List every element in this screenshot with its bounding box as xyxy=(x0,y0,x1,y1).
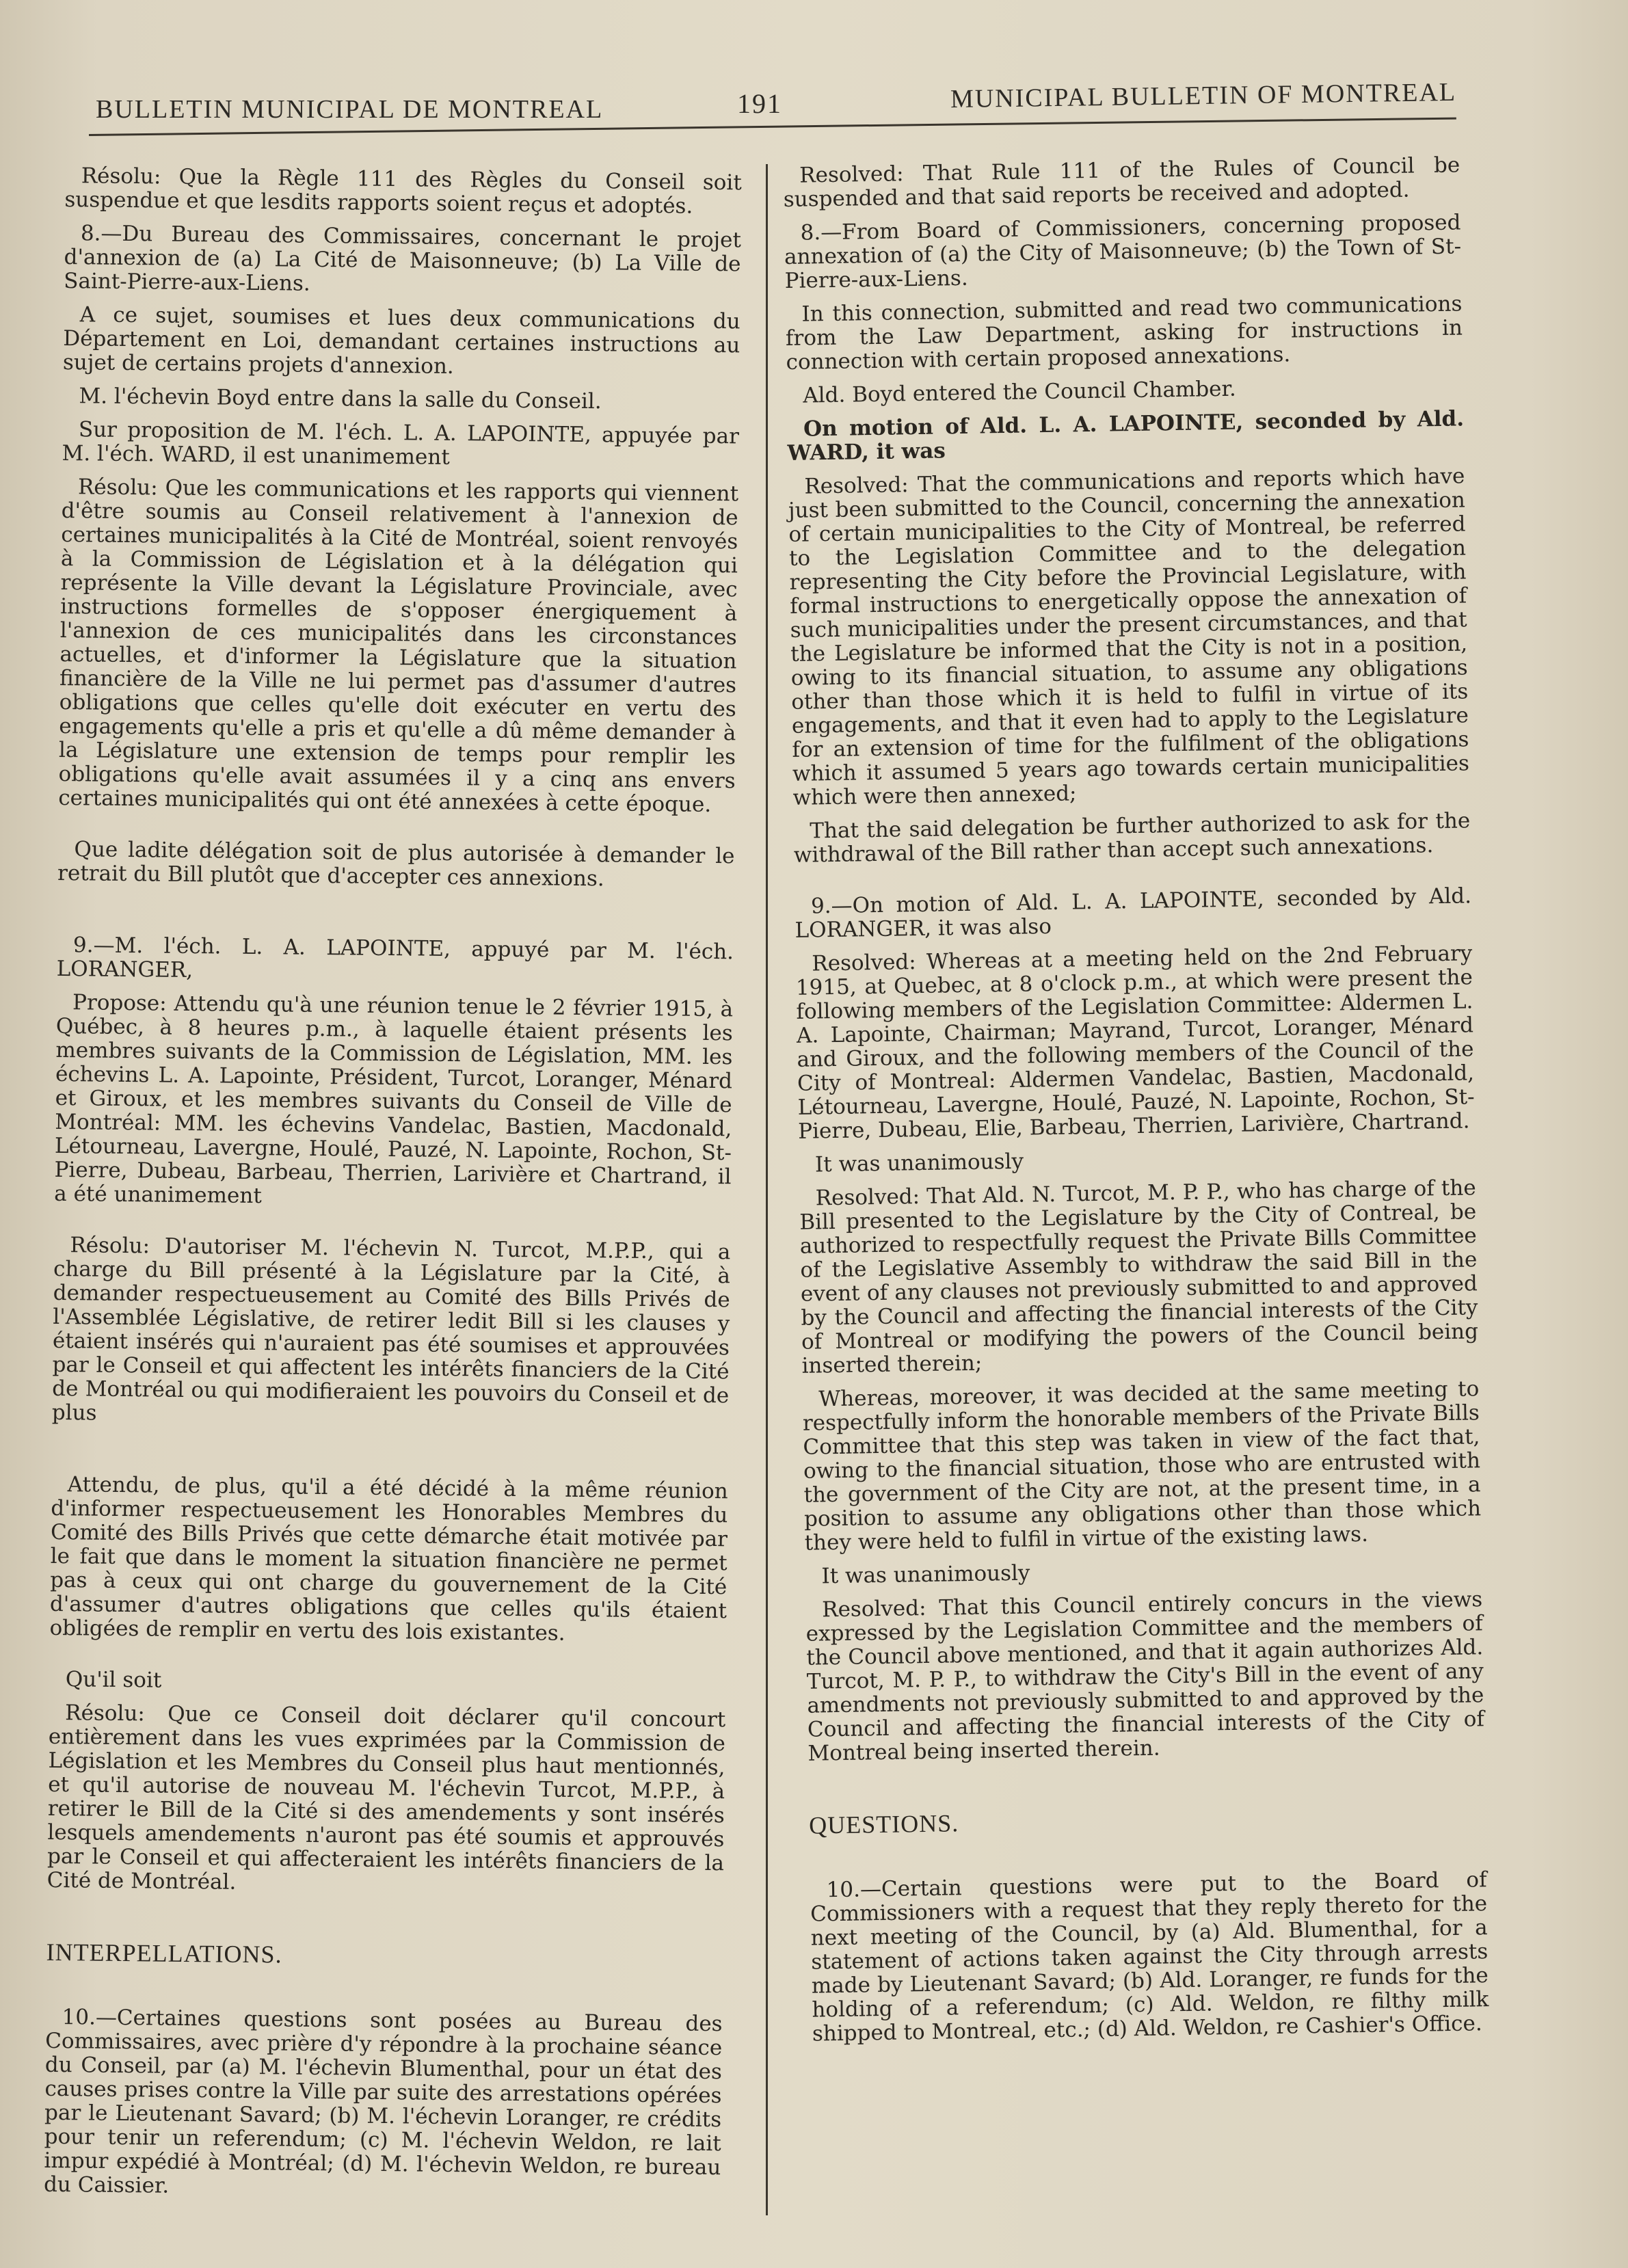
en-section-heading: QUESTIONS. xyxy=(808,1809,959,1839)
en-paragraph-7: That the said delegation be further authorized to ask for the withdrawal of the Bill rather than accept such annexations. xyxy=(793,808,1471,868)
fr-paragraph-14: 10.—Certaines questions sont posées au Bureau des Commissaires, avec prière d'y répondre à la prochaine séance du Conseil, par (a) M. l'échevin Blumenthal, pour un état des causes prises contre la Ville par suite des arrestations opérées par le Lieutenant Savard; (b) M. l'échevin Loranger, re crédits pour tenir un referendum; (c) M. l'échevin Weldon, re lait impur expédié à Montréal; (d) M. l'échevin Weldon, re bureau du Caissier. xyxy=(43,2005,723,2198)
french-column xyxy=(44,164,742,2213)
en-paragraph-15: 10.—Certain questions were put to the Board of Commissioners with a request that they reply thereto for the next meeting of the Council, by (a) Ald. Blumenthal, for a statement of actions taken against the City through arrests made by Lieutenant Savard; (b) Ald. Loranger, re funds for the holding of a referendum; (c) Ald. Weldon, re filthy milk shipped to Montreal, etc.; (d) Ald. Weldon, re Cashier's Office. xyxy=(810,1867,1489,2046)
en-paragraph-12: Whereas, moreover, it was decided at the same meeting to respectfully inform the honorable members of the Private Bills Committee that this step was taken in view of the fact that, owing to the financial situation, those who are entrusted with the government of the City are not, at the present time, in a position to assume any obligations other than those which they were held to fulfil in virtue of the existing laws. xyxy=(802,1376,1482,1556)
en-paragraph-14: Resolved: That this Council entirely concurs in the views expressed by the Legislation Committee and the members of the Council above mentioned, and that it again authorizes Ald. Turcot, M. P. P., to withdraw the City's Bill in the event of any amendments not previously submitted to and approved by the Council and affecting the financial interests of the City of Montreal being inserted therein. xyxy=(805,1587,1485,1766)
fr-paragraph-6: Résolu: Que les communications et les rapports qui viennent d'être soumis au Conseil relativement à l'annexion de certaines municipalités à la Cité de Montréal, soient renvoyés à la Commission de Législation et à la délégation qui représente la Ville devant la Législature Provinciale, avec instructions formelles de s'opposer énergiquement à l'annexion de ces municipalités dans les circonstances actuelles, et d'informer la Législature que la situation financière de la Ville ne lui permet pas d'assumer d'autres obligations que celles qu'elle doit exécuter en vertu des engagements qu'elle a pris et qu'elle a dû même demander à la Législature une extension de temps pour remplir les obligations qu'elle avait assumées il y a cinq ans envers certaines municipalités qui ont été annexées à cette époque. xyxy=(58,475,739,817)
header-title-english: MUNICIPAL BULLETIN OF MONTREAL xyxy=(950,77,1457,114)
en-paragraph-6: Resolved: That the communications and reports which have just been submitted to the Council, concerning the annexation of certain municipalities to the City of Montreal, be referred to the Legislation Committee and to the delegation representing the City before the Provincial Legislature, with formal instructions to energetically oppose the annexation of such municipalities under the present circumstances, and that the Legislature be informed that the City is not in a position, owing to its financial situation, to assume any obligations other than those which it is held to fulfil in virtue of its engagements, and that it even had to apply to the Legislature for an extension of time for the fulfilment of the obligations which it assumed 5 years ago towards certain municipalities which were then annexed; xyxy=(788,464,1470,810)
en-paragraph-3: In this connection, submitted and read two communications from the Law Department, asking for instructions in connection with certain proposed annexations. xyxy=(785,291,1463,375)
fr-paragraph-5: Sur proposition de M. l'éch. L. A. LAPOINTE, appuyée par M. l'éch. WARD, il est unanimement xyxy=(62,417,740,470)
en-paragraph-2: 8.—From Board of Commissioners, concerning proposed annexation of (a) the City of Maisonneuve; (b) the Town of St-Pierre-aux-Liens. xyxy=(784,210,1462,293)
fr-paragraph-2: 8.—Du Bureau des Commissaires, concernant le projet d'annexion de (a) La Cité de Maisonneuve; (b) La Ville de Saint-Pierre-aux-Liens. xyxy=(64,221,742,296)
en-paragraph-4: Ald. Boyd entered the Council Chamber. xyxy=(803,376,1237,408)
fr-section-heading: INTERPELLATIONS. xyxy=(46,1938,282,1969)
fr-paragraph-4: M. l'échevin Boyd entre dans la salle du Conseil. xyxy=(79,384,602,414)
page-number: 191 xyxy=(737,88,782,119)
english-column xyxy=(783,153,1489,2055)
fr-paragraph-3: A ce sujet, soumises et lues deux communications du Département en Loi, demandant certaines instructions au sujet de certains projets d'annexion. xyxy=(62,302,740,379)
fr-paragraph-7: Que ladite délégation soit de plus autorisée à demander le retrait du Bill plutôt que d'accepter ces annexions. xyxy=(57,837,735,892)
en-paragraph-9: Resolved: Whereas at a meeting held on the 2nd February 1915, at Quebec, at 8 o'clock p.m., at which were present the following members of the Legislation Committee: Aldermen L. A. Lapointe, Chairman; Mayrand, Turcot, Loranger, Ménard and Giroux, and the following members of the Council of the City of Montreal: Aldermen Vandelac, Bastien, Macdonald, Létourneau, Lavergne, Houlé, Pauzé, N. Lapointe, Rochon, St-Pierre, Dubeau, Elie, Barbeau, Therrien, Larivière, Chartrand. xyxy=(795,941,1475,1144)
column-divider xyxy=(766,164,768,2215)
en-paragraph-1: Resolved: That Rule 111 of the Rules of Council be suspended and that said reports be received and adopted. xyxy=(783,152,1460,212)
fr-paragraph-13: Résolu: Que ce Conseil doit déclarer qu'il concourt entièrement dans les vues exprimées par la Commission de Législation et les Membres du Conseil plus haut mentionnés, et qu'il autorise de nouveau M. l'échevin Turcot, M.P.P., à retirer le Bill de la Cité si des amendements y sont insérés lesquels amendements n'auront pas été soumis et approuvés par le Conseil et qui affecteraient les intérêts financiers de la Cité de Montréal. xyxy=(46,1700,726,1895)
en-paragraph-13: It was unanimously xyxy=(821,1560,1030,1589)
header-title-french: BULLETIN MUNICIPAL DE MONTREAL xyxy=(96,95,604,124)
fr-paragraph-11: Attendu, de plus, qu'il a été décidé à la même réunion d'informer respectueusement les Honorables Membres du Comité des Bills Privés que cette démarche était motivée par le fait que dans le moment la situation financière ne permet pas à ceux qui ont charge du gouvernement de la Cité d'assumer d'autres obligations que celles qu'ils étaient obligées de remplir en vertu des lois existantes. xyxy=(49,1472,728,1646)
en-paragraph-5: On motion of Ald. L. A. LAPOINTE, seconded by Ald. WARD, it was xyxy=(787,406,1465,466)
fr-paragraph-12: Qu'il soit xyxy=(65,1667,162,1693)
fr-paragraph-9: Propose: Attendu qu'à une réunion tenue le 2 février 1915, à Québec, à 8 heures p.m., à laquelle étaient présents les membres suivants de la Commission de Législation, MM. les échevins L. A. Lapointe, Président, Turcot, Loranger, Ménard et Giroux, et les membres suivants du Conseil de Ville de Montréal: MM. les échevins Vandelac, Bastien, Macdonald, Létourneau, Lavergne, Houlé, Pauzé, N. Lapointe, Rochon, St-Pierre, Dubeau, Barbeau, Therrien, Larivière et Chartrand, il a été unanimement xyxy=(54,990,734,1209)
fr-paragraph-8: 9.—M. l'éch. L. A. LAPOINTE, appuyé par M. l'éch. LORANGER, xyxy=(56,933,734,983)
fr-paragraph-10: Résolu: D'autoriser M. l'échevin N. Turcot, M.P.P., qui a charge du Bill présenté à la Législature par la Cité, à demander respectueusement au Comité des Bills Privés de l'Assemblée Législative, de retirer ledit Bill si les clauses y étaient insérés qui n'auraient pas été soumises et approuvées par le Conseil et qui affectent les intérêts financiers de la Cité de Montréal ou qui modifieraient les pouvoirs du Conseil et de plus xyxy=(51,1233,731,1426)
en-paragraph-11: Resolved: That Ald. N. Turcot, M. P. P., who has charge of the Bill presented to the Legislature by the City of Contreal, be authorized to respectfully request the Private Bills Committee of the Legislative Assembly to withdraw the said Bill in the event of any clauses not previously submitted to and approved by the Council and affecting the financial interests of the City of Montreal or modifying the powers of the Council being inserted therein; xyxy=(799,1175,1479,1378)
en-paragraph-10: It was unanimously xyxy=(814,1149,1024,1177)
fr-paragraph-1: Résolu: Que la Règle 111 des Règles du Conseil soit suspendue et que lesdits rapports soient reçus et adoptés. xyxy=(64,163,742,219)
en-paragraph-8: 9.—On motion of Ald. L. A. LAPOINTE, seconded by Ald. LORANGER, it was also xyxy=(795,883,1472,943)
